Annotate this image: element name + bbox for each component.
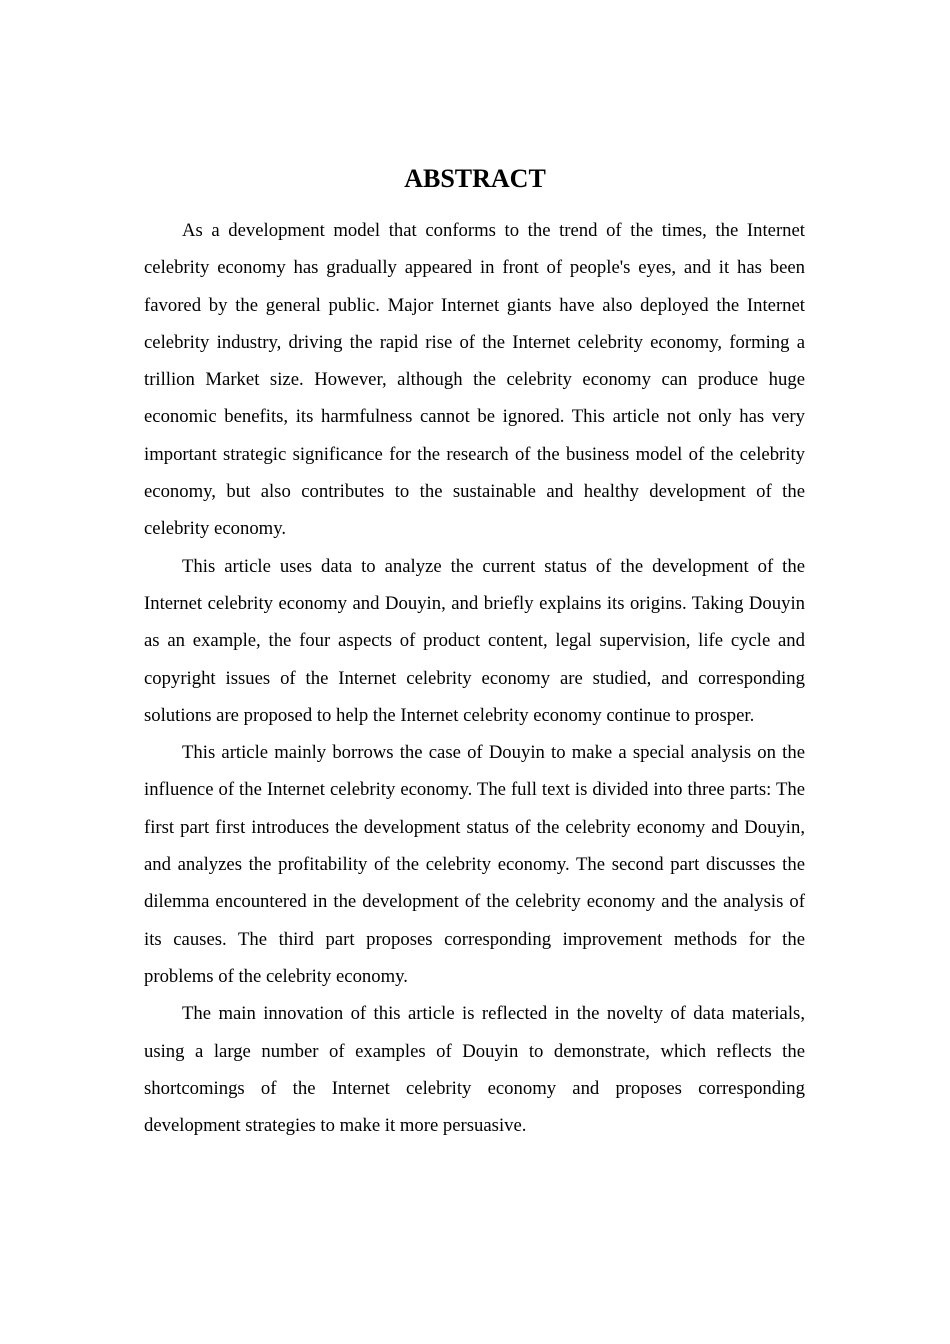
abstract-paragraph-3: This article mainly borrows the case of Douyin to make a special analysis on the influence of the Internet celebrity economy. The full text is divided into three parts: The first part first introduces the development status of the celebrity economy and Douyin, and analyzes the profitability of the celebrity economy. The second part discusses the dilemma encountered in the development of the celebrity economy and the analysis of its causes. The third part proposes corresponding improvement methods for the problems of the celebrity economy. <box>144 742 805 987</box>
abstract-paragraph-2: This article uses data to analyze the current status of the development of the Internet celebrity economy and Douyin, and briefly explains its origins. Taking Douyin as an example, the four aspects of product content, legal supervision, life cycle and copyright issues of the Internet celebrity economy are studied, and corresponding solutions are proposed to help the Internet celebrity economy continue to prosper. <box>144 555 805 726</box>
abstract-title: ABSTRACT <box>404 164 546 193</box>
abstract-paragraph-4: The main innovation of this article is reflected in the novelty of data materials, using a large number of examples of Douyin to demonstrate, which reflects the shortcomings of the Internet celebrity economy and proposes corresponding development strategies to make it more persuasive. <box>144 1003 805 1137</box>
abstract-paragraph-1: As a development model that conforms to the trend of the times, the Internet celebrity economy has gradually appeared in front of people's eyes, and it has been favored by the general public. Major Internet giants have also deployed the Internet celebrity industry, driving the rapid rise of the Internet celebrity economy, forming a trillion Market size. However, although the celebrity economy can produce huge economic benefits, its harmfulness cannot be ignored. This article not only has very important strategic significance for the research of the business model of the celebrity economy, but also contributes to the sustainable and healthy development of the celebrity economy. <box>144 220 805 540</box>
abstract-body <box>144 212 805 1144</box>
